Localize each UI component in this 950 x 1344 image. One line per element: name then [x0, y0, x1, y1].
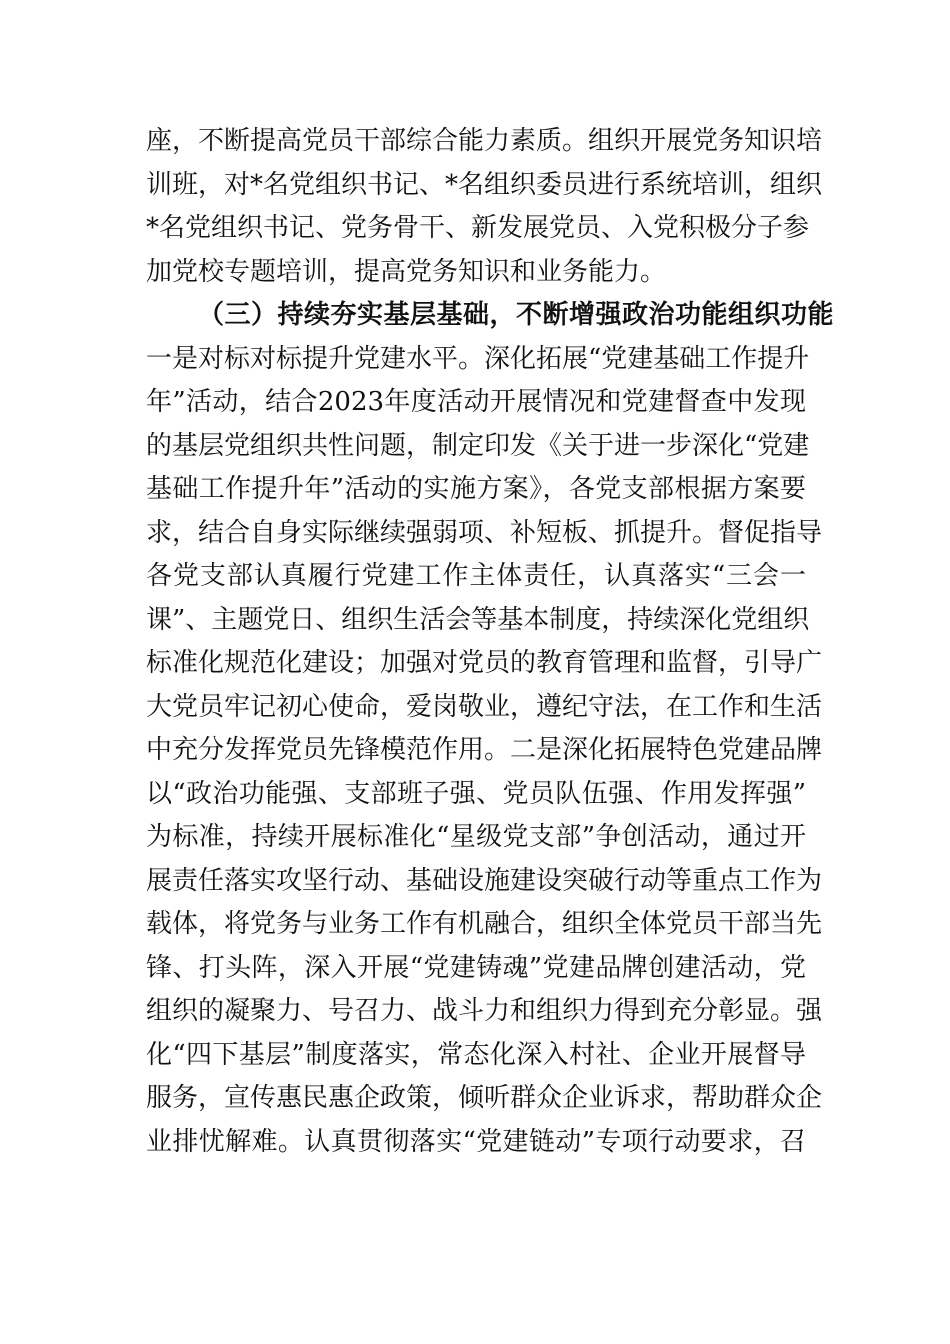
text-line: 锋、打头阵，深入开展“党建铸魂”党建品牌创建活动，党: [146, 952, 806, 983]
text-line: 一是对标对标提升党建水平。深化拓展“党建基础工作提升: [146, 343, 810, 374]
text-line: 业排忧解难。认真贯彻落实“党建链动”专项行动要求，召: [146, 1126, 806, 1157]
text-line: 为标准，持续开展标准化“星级党支部”争创活动，通过开: [146, 822, 806, 852]
text-line: 各党支部认真履行党建工作主体责任，认真落实“三会一: [146, 561, 806, 591]
section-heading: （三）持续夯实基层基础，不断增强政治功能组织功能: [198, 300, 835, 330]
text-line: 载体，将党务与业务工作有机融合，组织全体党员干部当先: [146, 909, 823, 939]
text-line: 展责任落实攻坚行动、基础设施建设突破行动等重点工作为: [146, 865, 823, 896]
text-line: 服务，宣传惠民惠企政策，倾听群众企业诉求，帮助群众企: [146, 1083, 823, 1113]
text-line: 中充分发挥党员先锋模范作用。二是深化拓展特色党建品牌: [146, 735, 823, 765]
text-line: 年”活动，结合2023年度活动开展情况和党建督查中发现: [146, 387, 806, 417]
text-line: 化“四下基层”制度落实，常态化深入村社、企业开展督导: [146, 1039, 806, 1070]
text-line: 标准化规范化建设；加强对党员的教育管理和监督，引导广: [146, 648, 823, 678]
text-line: 求，结合自身实际继续强弱项、补短板、抓提升。督促指导: [146, 517, 823, 548]
body-text: [146, 120, 835, 1164]
text-line: *名党组织书记、党务骨干、新发展党员、入党积极分子参: [146, 213, 810, 243]
text-line: 大党员牢记初心使命，爱岗敬业，遵纪守法，在工作和生活: [146, 691, 823, 722]
text-line: 基础工作提升年”活动的实施方案》，各党支部根据方案要: [146, 474, 806, 504]
text-line: 组织的凝聚力、号召力、战斗力和组织力得到充分彰显。强: [146, 996, 823, 1026]
text-line: 座，不断提高党员干部综合能力素质。组织开展党务知识培: [146, 126, 823, 156]
text-line: 训班，对*名党组织书记、*名组织委员进行系统培训，组织: [146, 169, 823, 200]
text-line: 加党校专题培训，提高党务知识和业务能力。: [146, 256, 667, 287]
text-line: 的基层党组织共性问题，制定印发《关于进一步深化“党建: [146, 430, 810, 461]
text-line: 课”、主题党日、组织生活会等基本制度，持续深化党组织: [146, 604, 810, 635]
text-line: 以“政治功能强、支部班子强、党员队伍强、作用发挥强”: [146, 778, 806, 809]
